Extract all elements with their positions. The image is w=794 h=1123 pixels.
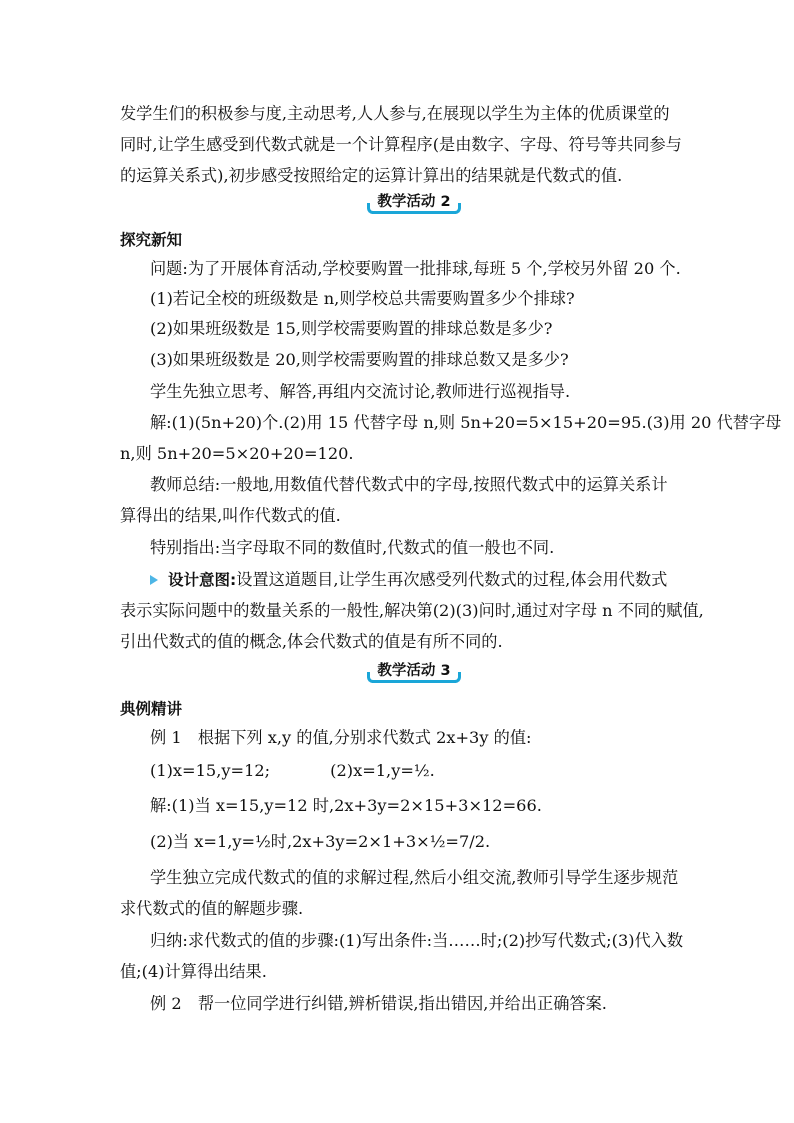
- practice-line-1: 学生独立完成代数式的值的求解过程,然后小组交流,教师引导学生逐步规范: [150, 868, 679, 887]
- intro-line-1: 发学生们的积极参与度,主动思考,人人参与,在展现以学生为主体的优质课堂的: [120, 104, 670, 123]
- question-text: 问题:为了开展体育活动,学校要购置一批排球,每班 5 个,学校另外留 20 个.: [150, 259, 681, 278]
- question-2: (2)如果班级数是 15,则学校需要购置的排球总数是多少?: [150, 319, 553, 338]
- example-2: 例 2 帮一位同学进行纠错,辨析错误,指出错因,并给出正确答案.: [150, 994, 607, 1013]
- induction-line-2: 值;(4)计算得出结果.: [120, 962, 267, 981]
- intro-line-2: 同时,让学生感受到代数式就是一个计算程序(是由数字、字母、符号等共同参与: [120, 135, 682, 154]
- condition-1: (1)x=15,y=12;: [150, 761, 271, 780]
- activity-2-heading: 探究新知: [120, 231, 183, 249]
- solution-line-2: n,则 5n+20=5×20+20=120.: [120, 444, 354, 463]
- practice-line-2: 求代数式的值的解题步骤.: [120, 899, 304, 918]
- activity-3-banner: 教学活动 3: [372, 661, 456, 683]
- summary-line-1: 教师总结:一般地,用数值代替代数式中的字母,按照代数式中的运算关系计: [150, 475, 668, 494]
- intro-line-3: 的运算关系式),初步感受按照给定的运算计算出的结果就是代数式的值.: [120, 166, 623, 185]
- question-1: (1)若记全校的班级数是 n,则学校总共需要购置多少个排球?: [150, 289, 575, 308]
- design-intent-line-2: 表示实际问题中的数量关系的一般性,解决第(2)(3)问时,通过对字母 n 不同的赋值,: [120, 601, 704, 620]
- question-3: (3)如果班级数是 20,则学校需要购置的排球总数又是多少?: [150, 350, 569, 369]
- play-triangle-icon: [150, 575, 158, 585]
- solution-line-1: 解:(1)(5n+20)个.(2)用 15 代替字母 n,则 5n+20=5×15+20=95.(3)用 20 代替字母: [150, 413, 782, 432]
- design-intent-text: 设置这道题目,让学生再次感受列代数式的过程,体会用代数式: [236, 570, 668, 589]
- condition-2: (2)x=1,y=½.: [330, 761, 435, 780]
- induction-line-1: 归纳:求代数式的值的步骤:(1)写出条件:当……时;(2)抄写代数式;(3)代入数: [150, 931, 684, 950]
- example-1: 例 1 根据下列 x,y 的值,分别求代数式 2x+3y 的值:: [150, 728, 532, 747]
- summary-line-2: 算得出的结果,叫作代数式的值.: [120, 506, 341, 525]
- design-intent-line-1: [150, 569, 710, 591]
- process-text: 学生先独立思考、解答,再组内交流讨论,教师进行巡视指导.: [150, 382, 571, 401]
- example-1-conditions: [150, 760, 710, 782]
- design-intent-label: 设计意图:: [168, 571, 237, 589]
- example-1-solution-1: 解:(1)当 x=15,y=12 时,2x+3y=2×15+3×12=66.: [150, 796, 542, 815]
- activity-3-heading: 典例精讲: [120, 700, 183, 718]
- special-note: 特别指出:当字母取不同的数值时,代数式的值一般也不同.: [150, 538, 555, 557]
- example-1-solution-2: (2)当 x=1,y=½时,2x+3y=2×1+3×½=7/2.: [150, 832, 491, 851]
- activity-2-banner: 教学活动 2: [372, 192, 456, 214]
- design-intent-line-3: 引出代数式的值的概念,体会代数式的值是有所不同的.: [120, 632, 503, 651]
